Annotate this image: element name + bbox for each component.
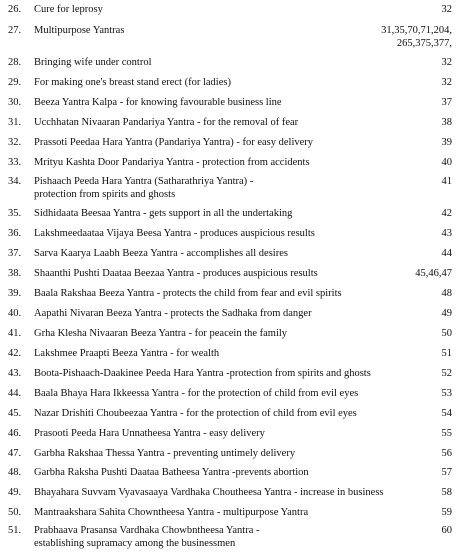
entry-page-line: 55	[441, 428, 452, 439]
entry-title	[34, 56, 414, 69]
entry-number: 27.	[8, 25, 22, 36]
entry-page-line: 59	[441, 507, 452, 518]
entry-title	[34, 96, 414, 109]
entry-number: 43.	[8, 368, 22, 379]
entry-number: 39.	[8, 288, 22, 299]
entry-number: 45.	[8, 408, 22, 419]
entry-number: 47.	[8, 448, 22, 459]
entry-page-ref	[442, 207, 453, 220]
entry-page-line: 42	[441, 208, 452, 219]
entry-page-ref	[442, 247, 453, 260]
entry-page-ref	[442, 387, 453, 400]
entry-page-ref	[442, 56, 453, 69]
entry-number: 28.	[8, 57, 22, 68]
entry-page-line: 32	[441, 77, 452, 88]
entry-page-ref	[442, 486, 453, 499]
entry-page-ref	[442, 506, 453, 519]
entry-title-line: Beeza Yantra Kalpa - for knowing favourable business line	[34, 97, 282, 108]
entry-number: 33.	[8, 157, 22, 168]
entry-title	[34, 136, 414, 149]
entry-page-line: 48	[441, 288, 452, 299]
entry-title	[34, 175, 414, 201]
entry-title	[34, 466, 414, 479]
entry-number: 51.	[8, 525, 22, 536]
entry-title-line: Bhayahara Suvvam Vyavasaaya Vardhaka Choutheesa Yantra - increase in business	[34, 487, 384, 498]
entry-number: 40.	[8, 308, 22, 319]
entry-page-line: 38	[441, 117, 452, 128]
entry-title	[34, 347, 414, 360]
entry-title-line: Baala Bhaya Hara Ikkeessa Yantra - for the protection of child from evil eyes	[34, 388, 359, 399]
entry-page-ref	[442, 407, 453, 420]
entry-title	[34, 267, 414, 280]
entry-title	[34, 156, 414, 169]
entry-page-ref	[442, 156, 453, 169]
entry-title-line: Mantraakshara Sahita Chowntheesa Yantra - multipurpose Yantra	[34, 507, 309, 518]
entry-number: 32.	[8, 137, 22, 148]
entry-title	[34, 524, 414, 550]
entry-title-line: establishing supramacy among the businessmen	[34, 538, 236, 549]
entry-title-line: Nazar Drishiti Choubeezaa Yantra - for the protection of child from evil eyes	[34, 408, 357, 419]
entry-title-line: Lakshmeedaataa Vijaya Beesa Yantra - produces auspicious results	[34, 228, 315, 239]
entry-title-line: Cure for leprosy	[34, 4, 103, 15]
entry-page-line: 45,46,47	[415, 268, 452, 279]
entry-page-line: 31,35,70,71,204,	[381, 25, 452, 36]
entry-page-ref	[442, 327, 453, 340]
entry-title	[34, 427, 414, 440]
entry-title	[34, 24, 414, 37]
entry-number: 38.	[8, 268, 22, 279]
entry-page-line: 60	[441, 525, 452, 536]
entry-title-line: Sidhidaata Beesaa Yantra - gets support in all the undertaking	[34, 208, 293, 219]
entry-title-line: Prabhaava Prasansa Vardhaka Chowbntheesa Yantra -	[34, 525, 260, 536]
entry-title-line: Ucchhatan Nivaaran Pandariya Yantra - for the removal of fear	[34, 117, 299, 128]
entry-title-line: Garbha Raksha Pushti Daataa Batheesa Yantra -prevents abortion	[34, 467, 309, 478]
entry-title-line: Lakshmee Praapti Beeza Yantra - for wealth	[34, 348, 220, 359]
entry-number: 26.	[8, 4, 22, 15]
entry-page-ref	[442, 136, 453, 149]
entry-page-line: 39	[441, 137, 452, 148]
entry-page-line: 41	[441, 176, 452, 187]
entry-page-line: 53	[441, 388, 452, 399]
entry-title	[34, 407, 414, 420]
entry-title-line: Mrityu Kashta Door Pandariya Yantra - protection from accidents	[34, 157, 310, 168]
entry-page-ref	[442, 227, 453, 240]
entry-title	[34, 447, 414, 460]
entry-title	[34, 367, 414, 380]
entry-number: 41.	[8, 328, 22, 339]
entry-page-ref	[442, 96, 453, 109]
entry-title	[34, 227, 414, 240]
entry-title-line: Prasooti Peeda Hara Unnatheesa Yantra - easy delivery	[34, 428, 265, 439]
entry-page-ref	[442, 116, 453, 129]
entry-page-ref	[442, 466, 453, 479]
entry-page-line: 56	[441, 448, 452, 459]
entry-number: 44.	[8, 388, 22, 399]
entry-title	[34, 387, 414, 400]
entry-page-ref	[442, 524, 453, 537]
entry-title-line: Shaanthi Pushti Daataa Beezaa Yantra - produces auspicious results	[34, 268, 318, 279]
entry-page-ref	[442, 427, 453, 440]
entry-title	[34, 287, 414, 300]
entry-title	[34, 307, 414, 320]
entry-title	[34, 76, 414, 89]
entry-title-line: Sarva Kaarya Laabh Beeza Yantra - accomplishes all desires	[34, 248, 288, 259]
entry-page-ref	[442, 307, 453, 320]
entry-title	[34, 116, 414, 129]
entry-number: 50.	[8, 507, 22, 518]
entry-page-ref	[442, 76, 453, 89]
entry-page-ref	[442, 3, 453, 16]
entry-title-line: Multipurpose Yantras	[34, 25, 125, 36]
entry-page-line: 54	[441, 408, 452, 419]
entry-page-line: 49	[441, 308, 452, 319]
entry-page-line: 51	[441, 348, 452, 359]
entry-page-ref	[442, 287, 453, 300]
entry-page-ref	[442, 447, 453, 460]
entry-page-ref	[381, 24, 452, 50]
entry-title-line: For making one's breast stand erect (for ladies)	[34, 77, 231, 88]
entry-page-ref	[442, 175, 453, 188]
entry-page-line: 57	[441, 467, 452, 478]
entry-title-line: Boota-Pishaach-Daakinee Peeda Hara Yantra -protection from spirits and ghosts	[34, 368, 371, 379]
entry-title	[34, 247, 414, 260]
entry-page-ref	[442, 367, 453, 380]
entry-title-line: Garbha Rakshaa Thessa Yantra - preventing untimely delivery	[34, 448, 296, 459]
entry-number: 46.	[8, 428, 22, 439]
entry-page-line: 58	[441, 487, 452, 498]
entry-page-line: 50	[441, 328, 452, 339]
entry-number: 35.	[8, 208, 22, 219]
entry-page-line: 32	[441, 57, 452, 68]
entry-page-line: 40	[441, 157, 452, 168]
entry-page-line: 32	[441, 4, 452, 15]
entry-title	[34, 327, 414, 340]
entry-title-line: protection from spirits and ghosts	[34, 189, 176, 200]
entry-page-line: 52	[441, 368, 452, 379]
entry-title-line: Grha Klesha Nivaaran Beeza Yantra - for peacein the family	[34, 328, 288, 339]
entry-title-line: Prassoti Peedaa Hara Yantra (Pandariya Yantra) - for easy delivery	[34, 137, 314, 148]
entry-page-ref	[442, 347, 453, 360]
entry-title-line: Aapathi Nivaran Beeza Yantra - protects the Sadhaka from danger	[34, 308, 312, 319]
entry-number: 29.	[8, 77, 22, 88]
entry-number: 34.	[8, 176, 22, 187]
entry-page-line: 43	[441, 228, 452, 239]
entry-number: 48.	[8, 467, 22, 478]
entry-title	[34, 3, 414, 16]
entry-title	[34, 486, 414, 499]
entry-number: 42.	[8, 348, 22, 359]
entry-title-line: Baala Rakshaa Beeza Yantra - protects the child from fear and evil spirits	[34, 288, 342, 299]
entry-title-line: Bringing wife under control	[34, 57, 152, 68]
entry-title	[34, 207, 414, 220]
entry-title-line: Pishaach Peeda Hara Yantra (Satharathriya Yantra) -	[34, 176, 254, 187]
entry-page-ref	[415, 267, 452, 280]
entry-page-line: 44	[441, 248, 452, 259]
entry-page-line: 265,375,377,	[396, 38, 452, 49]
entry-title	[34, 506, 414, 519]
entry-number: 37.	[8, 248, 22, 259]
entry-number: 30.	[8, 97, 22, 108]
entry-number: 31.	[8, 117, 22, 128]
entry-page-line: 37	[441, 97, 452, 108]
entry-number: 36.	[8, 228, 22, 239]
entry-number: 49.	[8, 487, 22, 498]
